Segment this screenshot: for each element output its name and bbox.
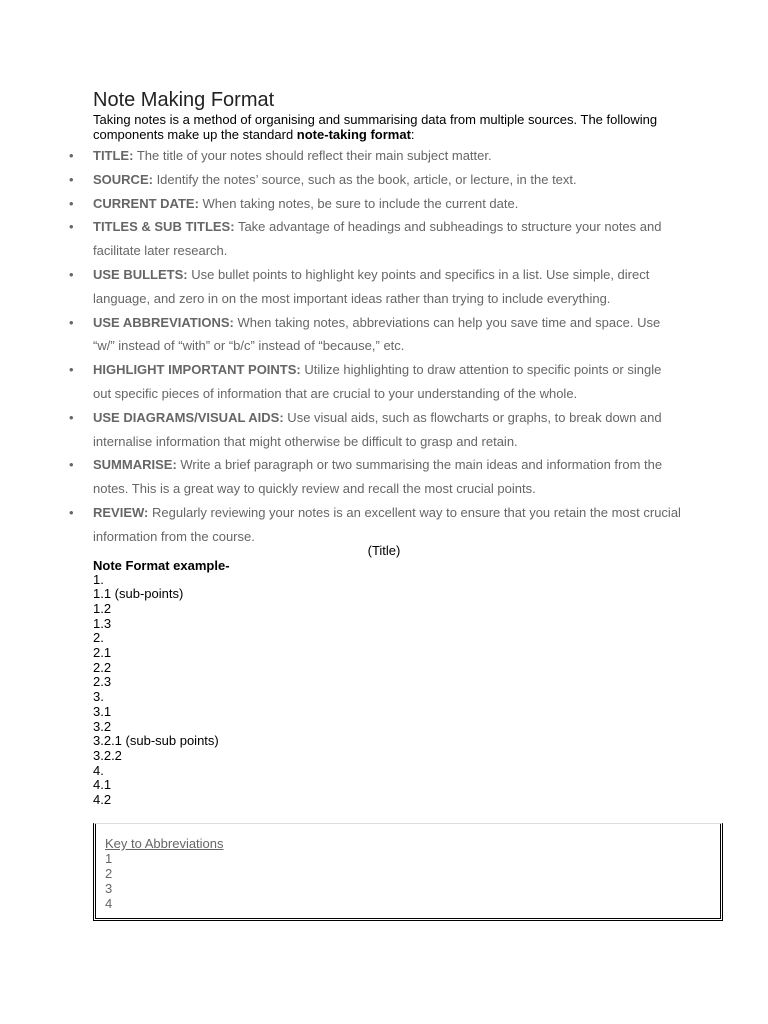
example-heading: Note Format example- <box>93 557 230 573</box>
component-description: When taking notes, be sure to include the current date. <box>198 195 519 211</box>
outline-item: 4.2 <box>93 792 112 808</box>
component-term: HIGHLIGHT IMPORTANT POINTS: <box>93 362 301 378</box>
outline-item: 2. <box>93 630 104 646</box>
bullet-icon: • <box>69 219 74 235</box>
outline-item: 3.2 <box>93 718 112 734</box>
bullet-icon: • <box>69 266 74 282</box>
component-description: Use bullet points to highlight key points and specifics in a list. Use simple, direct language, and zero in on the most important ideas rather than trying to include everything. <box>93 266 650 306</box>
outline-item: 2.2 <box>93 659 112 675</box>
component-item <box>69 144 683 168</box>
component-item <box>69 406 683 454</box>
bullet-icon: • <box>69 362 74 378</box>
component-term: TITLE: <box>93 148 134 163</box>
component-description: The title of your notes should reflect their main subject matter. <box>133 148 492 163</box>
key-item: 1 <box>105 851 113 866</box>
component-item <box>69 501 683 549</box>
component-description: Take advantage of headings and subheadings to structure your notes and facilitate later research. <box>93 219 662 259</box>
outline-item: 1.1 (sub-points) <box>93 586 184 602</box>
component-term: REVIEW: <box>93 504 149 520</box>
key-list <box>105 851 720 911</box>
example-title-label: (Title) <box>367 542 401 558</box>
component-term: TITLES & SUB TITLES: <box>93 219 235 235</box>
component-term: USE BULLETS: <box>93 266 188 282</box>
abbreviation-key-box <box>93 823 723 921</box>
component-term: SUMMARISE: <box>93 457 177 473</box>
components-list <box>69 144 683 549</box>
example-outline <box>93 573 693 808</box>
component-description: Use visual aids, such as flowcharts or graphs, to break down and internalise information that might otherwise be difficult to grasp and retain. <box>93 409 662 449</box>
component-item <box>69 358 683 406</box>
outline-item: 1.2 <box>93 600 112 616</box>
intro-paragraph <box>93 112 693 142</box>
component-item <box>69 168 683 192</box>
bullet-icon: • <box>69 457 74 473</box>
component-item <box>69 263 683 311</box>
outline-item: 3. <box>93 689 104 705</box>
outline-item: 4. <box>93 762 104 778</box>
component-item <box>69 453 683 501</box>
intro-bold: note-taking format <box>296 127 411 142</box>
component-term: USE DIAGRAMS/VISUAL AIDS: <box>93 409 284 425</box>
outline-item: 1. <box>93 571 104 587</box>
bullet-icon: • <box>69 409 74 425</box>
outline-item: 3.1 <box>93 703 112 719</box>
component-item <box>69 311 683 359</box>
component-description: Write a brief paragraph or two summarising the main ideas and information from the notes. This is a great way to quickly review and recall the most crucial points. <box>93 457 663 497</box>
intro-end: : <box>410 127 415 142</box>
key-title: Key to Abbreviations <box>105 836 224 851</box>
component-term: CURRENT DATE: <box>93 195 199 211</box>
intro-text: Taking notes is a method of organising and summarising data from multiple sources. The following components make up the standard <box>93 112 658 142</box>
bullet-icon: • <box>69 195 74 211</box>
outline-item: 4.1 <box>93 777 112 793</box>
component-description: Utilize highlighting to draw attention to specific points or single out specific pieces of information that are crucial to your understanding of the whole. <box>93 362 662 401</box>
page-title: Note Making Format <box>93 89 275 111</box>
component-description: When taking notes, abbreviations can help you save time and space. Use “w/” instead of “with” or “b/c” instead of “because,” etc. <box>93 314 661 354</box>
component-description: Identify the notes’ source, such as the book, article, or lecture, in the text. <box>152 171 577 187</box>
component-term: USE ABBREVIATIONS: <box>93 314 234 330</box>
bullet-icon: • <box>69 171 74 187</box>
key-item: 4 <box>105 896 113 911</box>
bullet-icon: • <box>69 314 74 330</box>
key-item: 3 <box>105 881 113 896</box>
component-item <box>69 192 683 216</box>
outline-item: 2.3 <box>93 674 112 690</box>
component-description: Regularly reviewing your notes is an excellent way to ensure that you retain the most crucial information from the course. <box>93 504 681 544</box>
bullet-icon: • <box>69 148 74 163</box>
key-item: 2 <box>105 866 113 881</box>
document-page <box>69 88 693 808</box>
outline-item: 1.3 <box>93 615 112 631</box>
component-term: SOURCE: <box>93 171 153 187</box>
outline-item: 3.2.2 <box>93 747 122 763</box>
component-item <box>69 215 683 263</box>
outline-item: 3.2.1 (sub-sub points) <box>93 733 219 749</box>
bullet-icon: • <box>69 504 74 520</box>
outline-item: 2.1 <box>93 645 112 661</box>
